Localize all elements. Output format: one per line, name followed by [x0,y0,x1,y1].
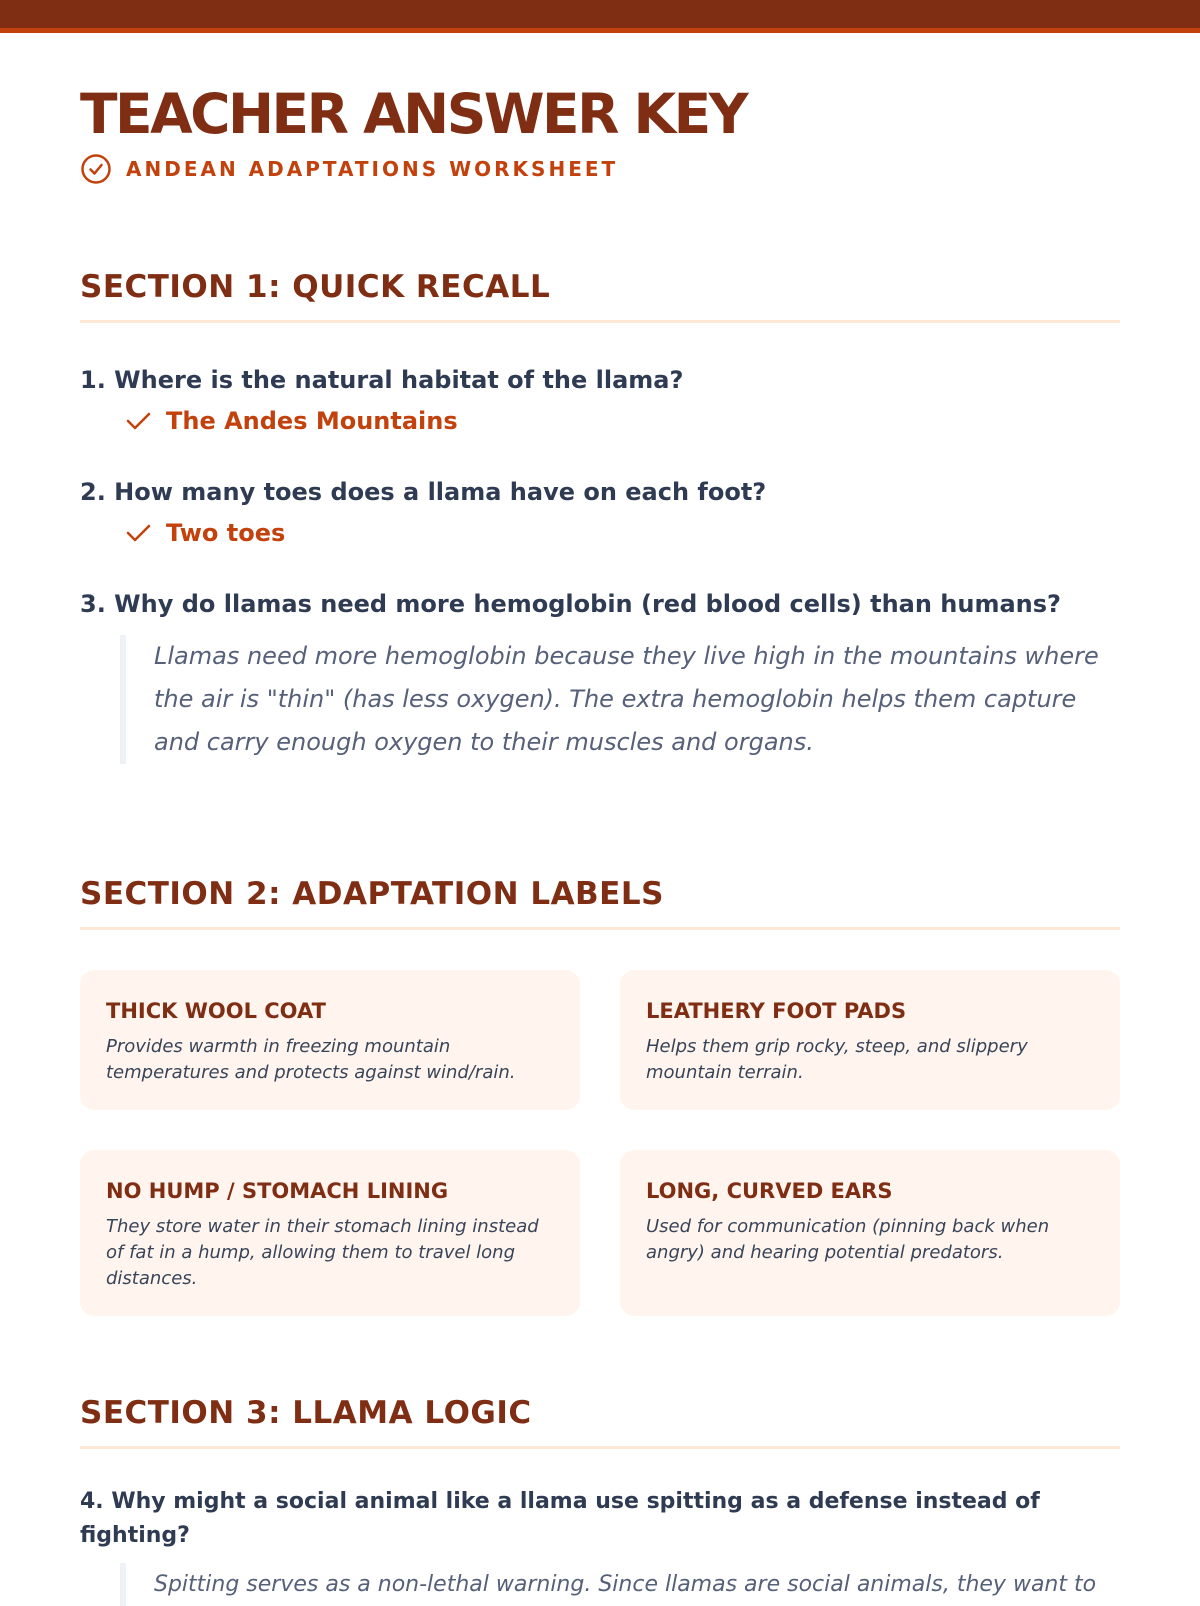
question-text: 3. Why do llamas need more hemoglobin (red blood cells) than humans? [80,590,1061,618]
adaptation-card-grid [80,970,1120,1316]
subtitle-row [80,152,1120,186]
section-quick-recall [80,266,1120,764]
card-title: THICK WOOL COAT [106,999,326,1023]
section-llama-logic [80,1392,1120,1606]
question-text: 4. Why might a social animal like a llama use spitting as a defense instead of fighting? [80,1489,1040,1548]
page-header [80,82,1120,186]
card-title: LEATHERY FOOT PADS [646,999,907,1023]
card-text: They store water in their stomach lining instead of fat in a hump, allowing them to travel long distances. [106,1216,539,1289]
card-text: Helps them grip rocky, steep, and slippery mountain terrain. [646,1036,1028,1083]
section-title: SECTION 3: LLAMA LOGIC [80,1392,1120,1449]
card-text: Used for communication (pinning back when angry) and hearing potential predators. [646,1216,1050,1263]
answer-text: Two toes [166,519,286,547]
question-text: 1. Where is the natural habitat of the llama? [80,366,684,394]
adaptation-card [80,970,580,1110]
card-title: LONG, CURVED EARS [646,1179,893,1203]
long-answer: Llamas need more hemoglobin because they live high in the mountains where the air is "thin" (has less oxygen). The extra hemoglobin helps them capture and carry enough oxygen to their muscles and organs. [120,635,1120,764]
subtitle-text: ANDEAN ADAPTATIONS WORKSHEET [126,157,619,181]
long-answer: Spitting serves as a non-lethal warning. Since llamas are social animals, they want to [120,1563,1120,1606]
section-title: SECTION 1: QUICK RECALL [80,266,1120,323]
question-block-1 [80,363,1120,437]
top-accent-bar [0,0,1200,33]
question-block-2 [80,475,1120,549]
answer-text: The Andes Mountains [166,407,458,435]
section-adaptation-labels [80,873,1120,1316]
adaptation-card [620,1150,1120,1316]
question-text: 2. How many toes does a llama have on each foot? [80,478,767,506]
answer-row [124,405,1120,437]
adaptation-card [620,970,1120,1110]
check-circle-icon [80,153,112,185]
adaptation-card [80,1150,580,1316]
question-block-4 [80,1485,1120,1606]
card-text: Provides warmth in freezing mountain temperatures and protects against wind/rain. [106,1036,516,1083]
checkmark-icon [124,407,152,435]
answer-row [124,517,1120,549]
page-title: TEACHER ANSWER KEY [80,82,747,146]
card-title: NO HUMP / STOMACH LINING [106,1179,449,1203]
checkmark-icon [124,519,152,547]
question-block-3 [80,587,1120,764]
section-title: SECTION 2: ADAPTATION LABELS [80,873,1120,930]
